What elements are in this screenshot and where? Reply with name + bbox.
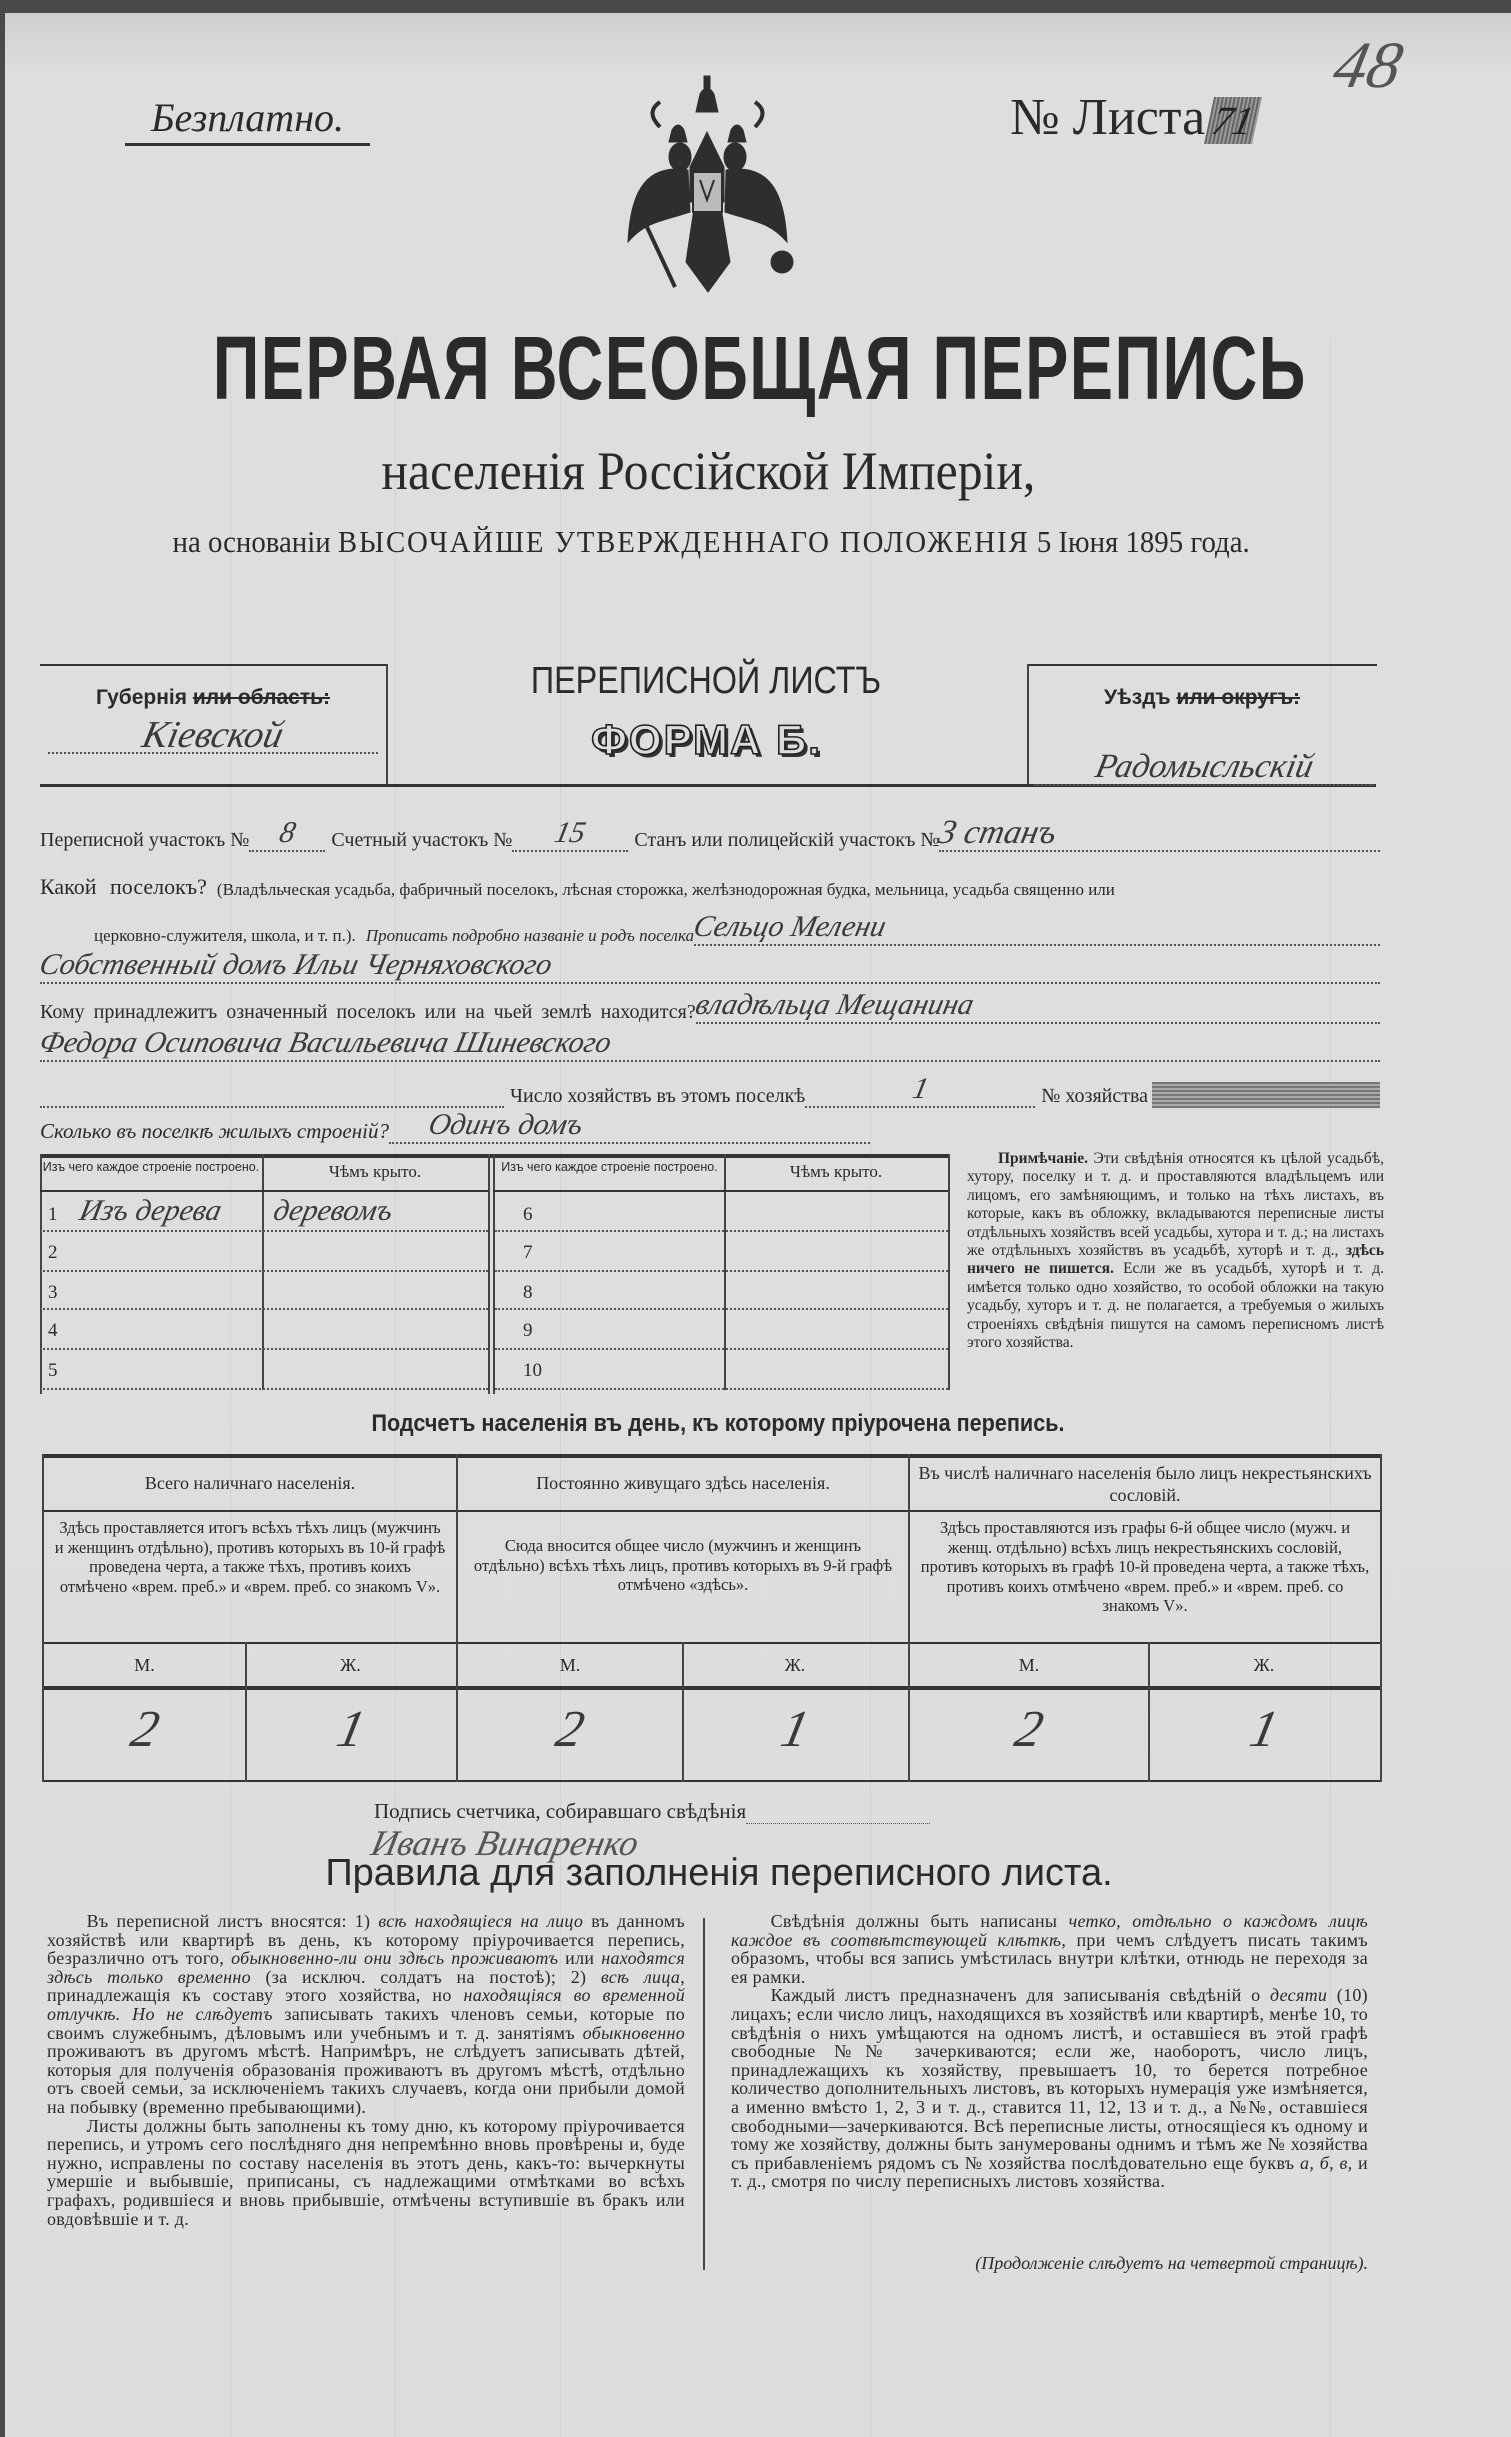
counting-district-field xyxy=(512,816,628,852)
settlement-hint: (Владѣльческая усадьба, фабричный поселокъ, лѣсная сторожка, желѣзнодорожная будка, мельница, усадьба священно или xyxy=(216,880,1115,899)
female-label: Ж. xyxy=(784,1655,806,1675)
population-heading: Подсчетъ населенія въ день, къ которому пріурочена перепись. xyxy=(371,1410,1065,1437)
row-number: 5 xyxy=(48,1360,58,1381)
province-field xyxy=(48,714,378,756)
police-district-label: Станъ или полицейскій участокъ № xyxy=(634,829,940,851)
male-count-value: 2 xyxy=(125,1701,164,1758)
col-header-roof-right: Чѣмъ крыто. xyxy=(789,1162,883,1181)
population-group-title: Всего наличнаго населенія. xyxy=(144,1473,356,1493)
column-divider xyxy=(703,1918,705,2270)
buildings-value: Одинъ домъ xyxy=(425,1108,587,1141)
row-owner-2 xyxy=(36,1026,1380,1062)
settlement-field xyxy=(690,910,1380,946)
settlement-instruction: Прописать подробно названіе и родъ поселка xyxy=(365,926,694,945)
buildings-row xyxy=(40,1232,488,1268)
households-field xyxy=(805,1072,1035,1108)
province-struck-text: или область: xyxy=(192,686,331,709)
buildings-row xyxy=(40,1272,488,1308)
census-district-value: 8 xyxy=(276,816,299,849)
male-count-value: 2 xyxy=(551,1701,590,1758)
free-of-charge-label xyxy=(125,94,370,146)
archive-page-number: 48 xyxy=(1327,29,1409,102)
rules-left-column xyxy=(47,1912,685,2228)
census-district-label: Переписной участокъ № xyxy=(40,829,250,851)
col-header-material-left: Изъ чего каждое строеніе построено. xyxy=(42,1160,260,1174)
population-group-title: Постоянно живущаго здѣсь населенія. xyxy=(536,1473,830,1493)
buildings-row xyxy=(40,1310,488,1346)
row-owner xyxy=(40,990,1380,1024)
enumerator-signature: Иванъ Винаренко xyxy=(367,1823,643,1863)
row-districts xyxy=(40,814,1380,852)
buildings-row xyxy=(495,1350,948,1386)
male-count xyxy=(44,1701,245,1766)
basis-suffix: 5 Іюня 1895 года. xyxy=(1036,524,1250,559)
emphasis-text: а, б, в, xyxy=(1300,2152,1353,2173)
owner-value-2: Федора Осиповича Васильевича Шиневского xyxy=(36,1026,615,1059)
col-header-roof-left: Чѣмъ крыто. xyxy=(328,1162,422,1181)
note-title: Примѣчаніе. xyxy=(998,1150,1088,1167)
row-number: 7 xyxy=(523,1242,533,1263)
emphasis-text: находящіяся во временной отлучкѣ. Но не слѣдуетъ xyxy=(47,1985,685,2024)
rules-paragraph xyxy=(47,1912,685,2117)
row-settlement xyxy=(40,866,1380,900)
rules-right-column xyxy=(731,1912,1368,2191)
rule-text: , при чемъ слѣдуетъ писать такимъ образомъ, чтобы вся запись умѣстилась внутри клѣтки, отнюдь не переходя за ея рамки. xyxy=(731,1929,1368,1987)
police-district-field xyxy=(935,814,1380,852)
sheet-number-value: 71 xyxy=(1204,97,1262,144)
settlement-value-1: Сельцо Мелени xyxy=(690,910,890,943)
buildings-row xyxy=(495,1232,948,1268)
counting-district-value: 15 xyxy=(551,816,589,849)
form-title: ПЕРЕПИСНОЙ ЛИСТЪ xyxy=(531,660,882,702)
rules-heading-wrap xyxy=(0,1852,1438,1895)
settlement-value-2: Собственный домъ Ильи Черняховского xyxy=(36,948,556,981)
row-number: 4 xyxy=(48,1320,58,1341)
sheet-number xyxy=(1010,88,1257,147)
buildings-row xyxy=(495,1194,948,1230)
district-label: Уѣздъ или округъ: xyxy=(1103,686,1301,709)
rule-text: Каждый листъ предназначенъ для записыванія свѣдѣній о xyxy=(770,1985,1270,2006)
continued-note: (Продолженіе слѣдуетъ на четвертой страницѣ). xyxy=(975,2253,1368,2273)
row-number: 3 xyxy=(48,1282,58,1303)
note-text-1: Эти свѣдѣнія относятся къ цѣлой усадьбѣ, хутору, поселку и т. д. и проставляются владѣльцемъ или лицомъ, его замѣняющимъ, и только на тѣхъ листахъ, въ которые, какъ въ обложку, вкладываются переписные листы отдѣльныхъ хозяйствъ всей усадьбы, хутора и т. д.; на листахъ же отдѣльныхъ хозяйствъ въ усадьбѣ, хуторѣ и т. д., xyxy=(967,1150,1385,1260)
sheet-number-label: № Листа xyxy=(1010,89,1206,146)
female-count-value: 1 xyxy=(776,1701,815,1758)
form-name-wrap xyxy=(386,716,1027,764)
note xyxy=(967,1150,1384,1352)
population-group-desc: Сюда вносится общее число (мужчинъ и женщинъ отдѣльно) всѣхъ тѣхъ лицъ, противъ которыхъ въ 9-й графѣ отмѣчено «здѣсь». xyxy=(473,1536,893,1594)
female-count xyxy=(245,1701,456,1766)
buildings-row xyxy=(495,1272,948,1308)
settlement-label: Какой поселокъ? xyxy=(40,874,207,899)
settlement-hint2: церковно-служителя, школа, и т. п.). xyxy=(94,926,356,945)
page-subtitle: населенія Россійской Имперіи, xyxy=(381,441,1035,501)
row-number: 1 xyxy=(48,1204,58,1225)
district-value: Радомысльскій xyxy=(1091,748,1317,785)
signature-label: Подпись счетчика, собиравшаго свѣдѣнія xyxy=(374,1799,747,1823)
row-number: 10 xyxy=(523,1360,542,1381)
col-header-material-right: Изъ чего каждое строеніе построено. xyxy=(501,1160,718,1174)
population-group-title: Въ числѣ наличнаго населенія было лицъ некрестьянскихъ сословій. xyxy=(918,1463,1372,1505)
buildings-row xyxy=(40,1350,488,1386)
row-divider xyxy=(40,1388,488,1390)
buildings-row xyxy=(495,1310,948,1346)
row-number: 6 xyxy=(523,1204,533,1225)
police-district-value: 3 станъ xyxy=(935,814,1061,851)
rules-paragraph xyxy=(731,1912,1368,1986)
rules-heading: Правила для заполненія переписного листа. xyxy=(325,1852,1113,1894)
owner-label: Кому принадлежитъ означенный поселокъ или на чьей землѣ находится? xyxy=(40,1001,696,1023)
building-roof: деревомъ xyxy=(270,1194,396,1227)
imperial-eagle-icon xyxy=(600,72,815,312)
male-count xyxy=(458,1701,682,1766)
row-divider xyxy=(495,1388,948,1390)
rule-text: , принадлежащія къ составу этого хозяйства, но xyxy=(47,1966,685,2006)
rules-paragraph xyxy=(47,2117,685,2229)
signature-row xyxy=(374,1790,930,1824)
basis-line xyxy=(0,524,1422,560)
female-count xyxy=(682,1701,908,1766)
form-name: ФОРМА Б. xyxy=(591,716,822,763)
note-bold: здѣсь ничего не пишется. xyxy=(967,1242,1385,1278)
row-number: 2 xyxy=(48,1242,58,1263)
settlement-field-2 xyxy=(36,948,1380,984)
rule-text: проживаютъ въ другомъ мѣстѣ. Напримѣръ, не слѣдуетъ записывать дѣтей, которыя для полученія образованія проживаютъ въ другомъ мѣстѣ, отдѣльно отъ своей семьи, за исключеніемъ такихъ случаевъ, когда они прибыли домой на побывку (временно пребывающими). xyxy=(47,2041,685,2117)
rules-paragraph xyxy=(731,1986,1368,2191)
underline xyxy=(125,143,370,146)
free-label-text: Безплатно. xyxy=(150,95,345,140)
emphasis-text: всѣ лица xyxy=(600,1966,681,1987)
note-text-2: Если же въ усадьбѣ, хуторѣ и т. д. имѣется только одно хозяйство, то особой обложки на такую усадьбу, хуторъ и т. д. не полагается, а требуемыя о жилыхъ строеніяхъ свѣдѣнія пишутся на самомъ переписномъ листѣ этого хозяйства. xyxy=(967,1260,1385,1352)
male-label: М. xyxy=(559,1655,581,1675)
rule-text: записывать такихъ членовъ семьи, которые по своимъ служебнымъ, дѣловымъ или учебнымъ и т. д. занятіямъ xyxy=(47,2003,686,2043)
owner-field xyxy=(692,988,1380,1024)
emphasis-text: четко, отдѣльно о каждомъ лицѣ каждое въ соотвѣтствующей клѣткѣ xyxy=(731,1911,1368,1950)
female-label: Ж. xyxy=(1253,1655,1275,1675)
rule-text: и т. д., смотря по числу переписныхъ листовъ хозяйства. xyxy=(731,2152,1368,2192)
census-district-field xyxy=(249,816,325,852)
rule-text: или xyxy=(558,1948,602,1969)
page-title: ПЕРВАЯ ВСЕОБЩАЯ ПЕРЕПИСЬ xyxy=(212,319,1307,419)
population-group-desc: Здѣсь проставляется итогъ всѣхъ тѣхъ лицъ (мужчинъ и женщинъ отдѣльно), противъ которыхъ въ 10-й графѣ проведена черта, а также тѣхъ, противъ коихъ отмѣчено «врем. преб.» и «врем. преб. со знакомъ V». xyxy=(54,1518,446,1596)
counting-district-label: Счетный участокъ № xyxy=(331,829,513,851)
emphasis-text: всѣ находящіеся на лицо xyxy=(378,1911,584,1931)
households-value: 1 xyxy=(909,1072,932,1105)
row-number: 9 xyxy=(523,1320,533,1341)
province-label: Губернія или область: xyxy=(95,686,331,709)
form-title-wrap xyxy=(386,660,1027,703)
male-label: М. xyxy=(134,1655,155,1675)
households-label: Число хозяйствъ въ этомъ поселкѣ xyxy=(510,1085,806,1107)
district-struck-text: или округъ: xyxy=(1176,686,1301,709)
emphasis-text: обыкновенно xyxy=(582,2022,685,2043)
buildings-label: Сколько въ поселкѣ жилыхъ строеній? xyxy=(40,1119,389,1143)
male-count xyxy=(910,1701,1148,1766)
buildings-field xyxy=(389,1108,870,1144)
emphasis-text: десяти xyxy=(1269,1985,1328,2006)
female-label: Ж. xyxy=(340,1655,361,1675)
buildings-table xyxy=(40,1154,950,1390)
emphasis-text: находятся здѣсь только временно xyxy=(47,1948,685,1987)
male-label: М. xyxy=(1018,1655,1040,1675)
row-buildings xyxy=(40,1110,870,1144)
household-no-redacted xyxy=(1152,1082,1380,1108)
population-group-desc: Здѣсь проставляются изъ графы 6-й общее число (мужч. и женщ. отдѣльно) всѣхъ лицъ некрестьянскихъ сословій, противъ которыхъ въ графѣ 10-й проведена черта, а также тѣхъ, противъ коихъ отмѣчено «врем. преб.» и «врем. преб. со знакомъ V». xyxy=(920,1518,1370,1615)
rule-text: (за исключ. солдатъ на постоѣ); 2) xyxy=(250,1966,601,1987)
row-number: 8 xyxy=(523,1282,533,1303)
district-field xyxy=(1034,748,1374,786)
population-heading-wrap xyxy=(0,1410,1436,1438)
rule-text: Свѣдѣнія должны быть написаны xyxy=(770,1911,1069,1931)
rule-text: Листы должны быть заполнены къ тому дню, къ которому пріурочивается перепись, и утромъ сего послѣдняго дня непремѣнно вновь провѣрены и, буде нужно, исправлены по составу населенія въ этотъ день, какъ-то: вычеркнуты умершіе и выбывшіе, приписаны, съ надлежащими отмѣтками во всѣхъ графахъ, родившіеся и вновь прибывшіе, отмѣчены вступившіе въ бракъ или овдовѣвшіе и т. д. xyxy=(47,2115,685,2229)
buildings-row xyxy=(40,1194,488,1230)
basis-prefix: на основаніи xyxy=(172,524,331,559)
building-material: Изъ дерева xyxy=(76,1194,225,1227)
basis-caps: ВЫСОЧАЙШЕ УТВЕРЖДЕННАГО ПОЛОЖЕНІЯ xyxy=(337,524,1030,559)
rule-text: (10) лицахъ; если число лицъ, находящихся въ хозяйствѣ или квартирѣ, менѣе 10, то свѣдѣнія о нихъ умѣщаются на одномъ листѣ, и оставшіеся въ этой графѣ свободные №№ зачеркиваются; если же, наоборотъ, число лицъ, принадлежащихъ къ хозяйству, превышаетъ 10, то берется потребное количество дополнительныхъ листовъ, въ которыхъ нумерація уже измѣняется, а именно вмѣсто 1, 2, 3 и т. д., ставится 11, 12, 13 и т. д., а №№, оставшіеся свободными—зачеркиваются. Всѣ переписные листы, относящіеся къ одному и тому же хозяйству, должны быть занумерованы однимъ и тѣмъ же № хозяйства съ прибавленіемъ рядомъ съ № хозяйства послѣдовательно еще буквъ xyxy=(731,1985,1368,2173)
title-wrap xyxy=(0,318,1511,421)
female-count-value: 1 xyxy=(1245,1701,1284,1758)
row-settlement-name xyxy=(94,912,1380,946)
province-value: Кіевской xyxy=(138,714,288,756)
owner-field-2 xyxy=(36,1026,1380,1062)
owner-value-1: владѣльца Мещанина xyxy=(692,988,977,1021)
row-households xyxy=(40,1074,1380,1108)
emphasis-text: обыкновенно-ли они здѣсь проживаютъ xyxy=(231,1948,559,1969)
household-no-label: № хозяйства xyxy=(1041,1085,1149,1107)
rule-text: въ данномъ хозяйствѣ или квартирѣ въ день, къ которому пріурочивается перепись, безразлично отъ того, xyxy=(47,1911,685,1969)
subtitle-wrap xyxy=(0,440,1416,502)
male-count-value: 2 xyxy=(1010,1701,1049,1758)
female-count-value: 1 xyxy=(331,1701,370,1758)
female-count xyxy=(1148,1701,1380,1766)
row-settlement-name-2 xyxy=(36,948,1380,984)
rule-text: Въ переписной листъ вносятся: 1) xyxy=(86,1911,379,1931)
